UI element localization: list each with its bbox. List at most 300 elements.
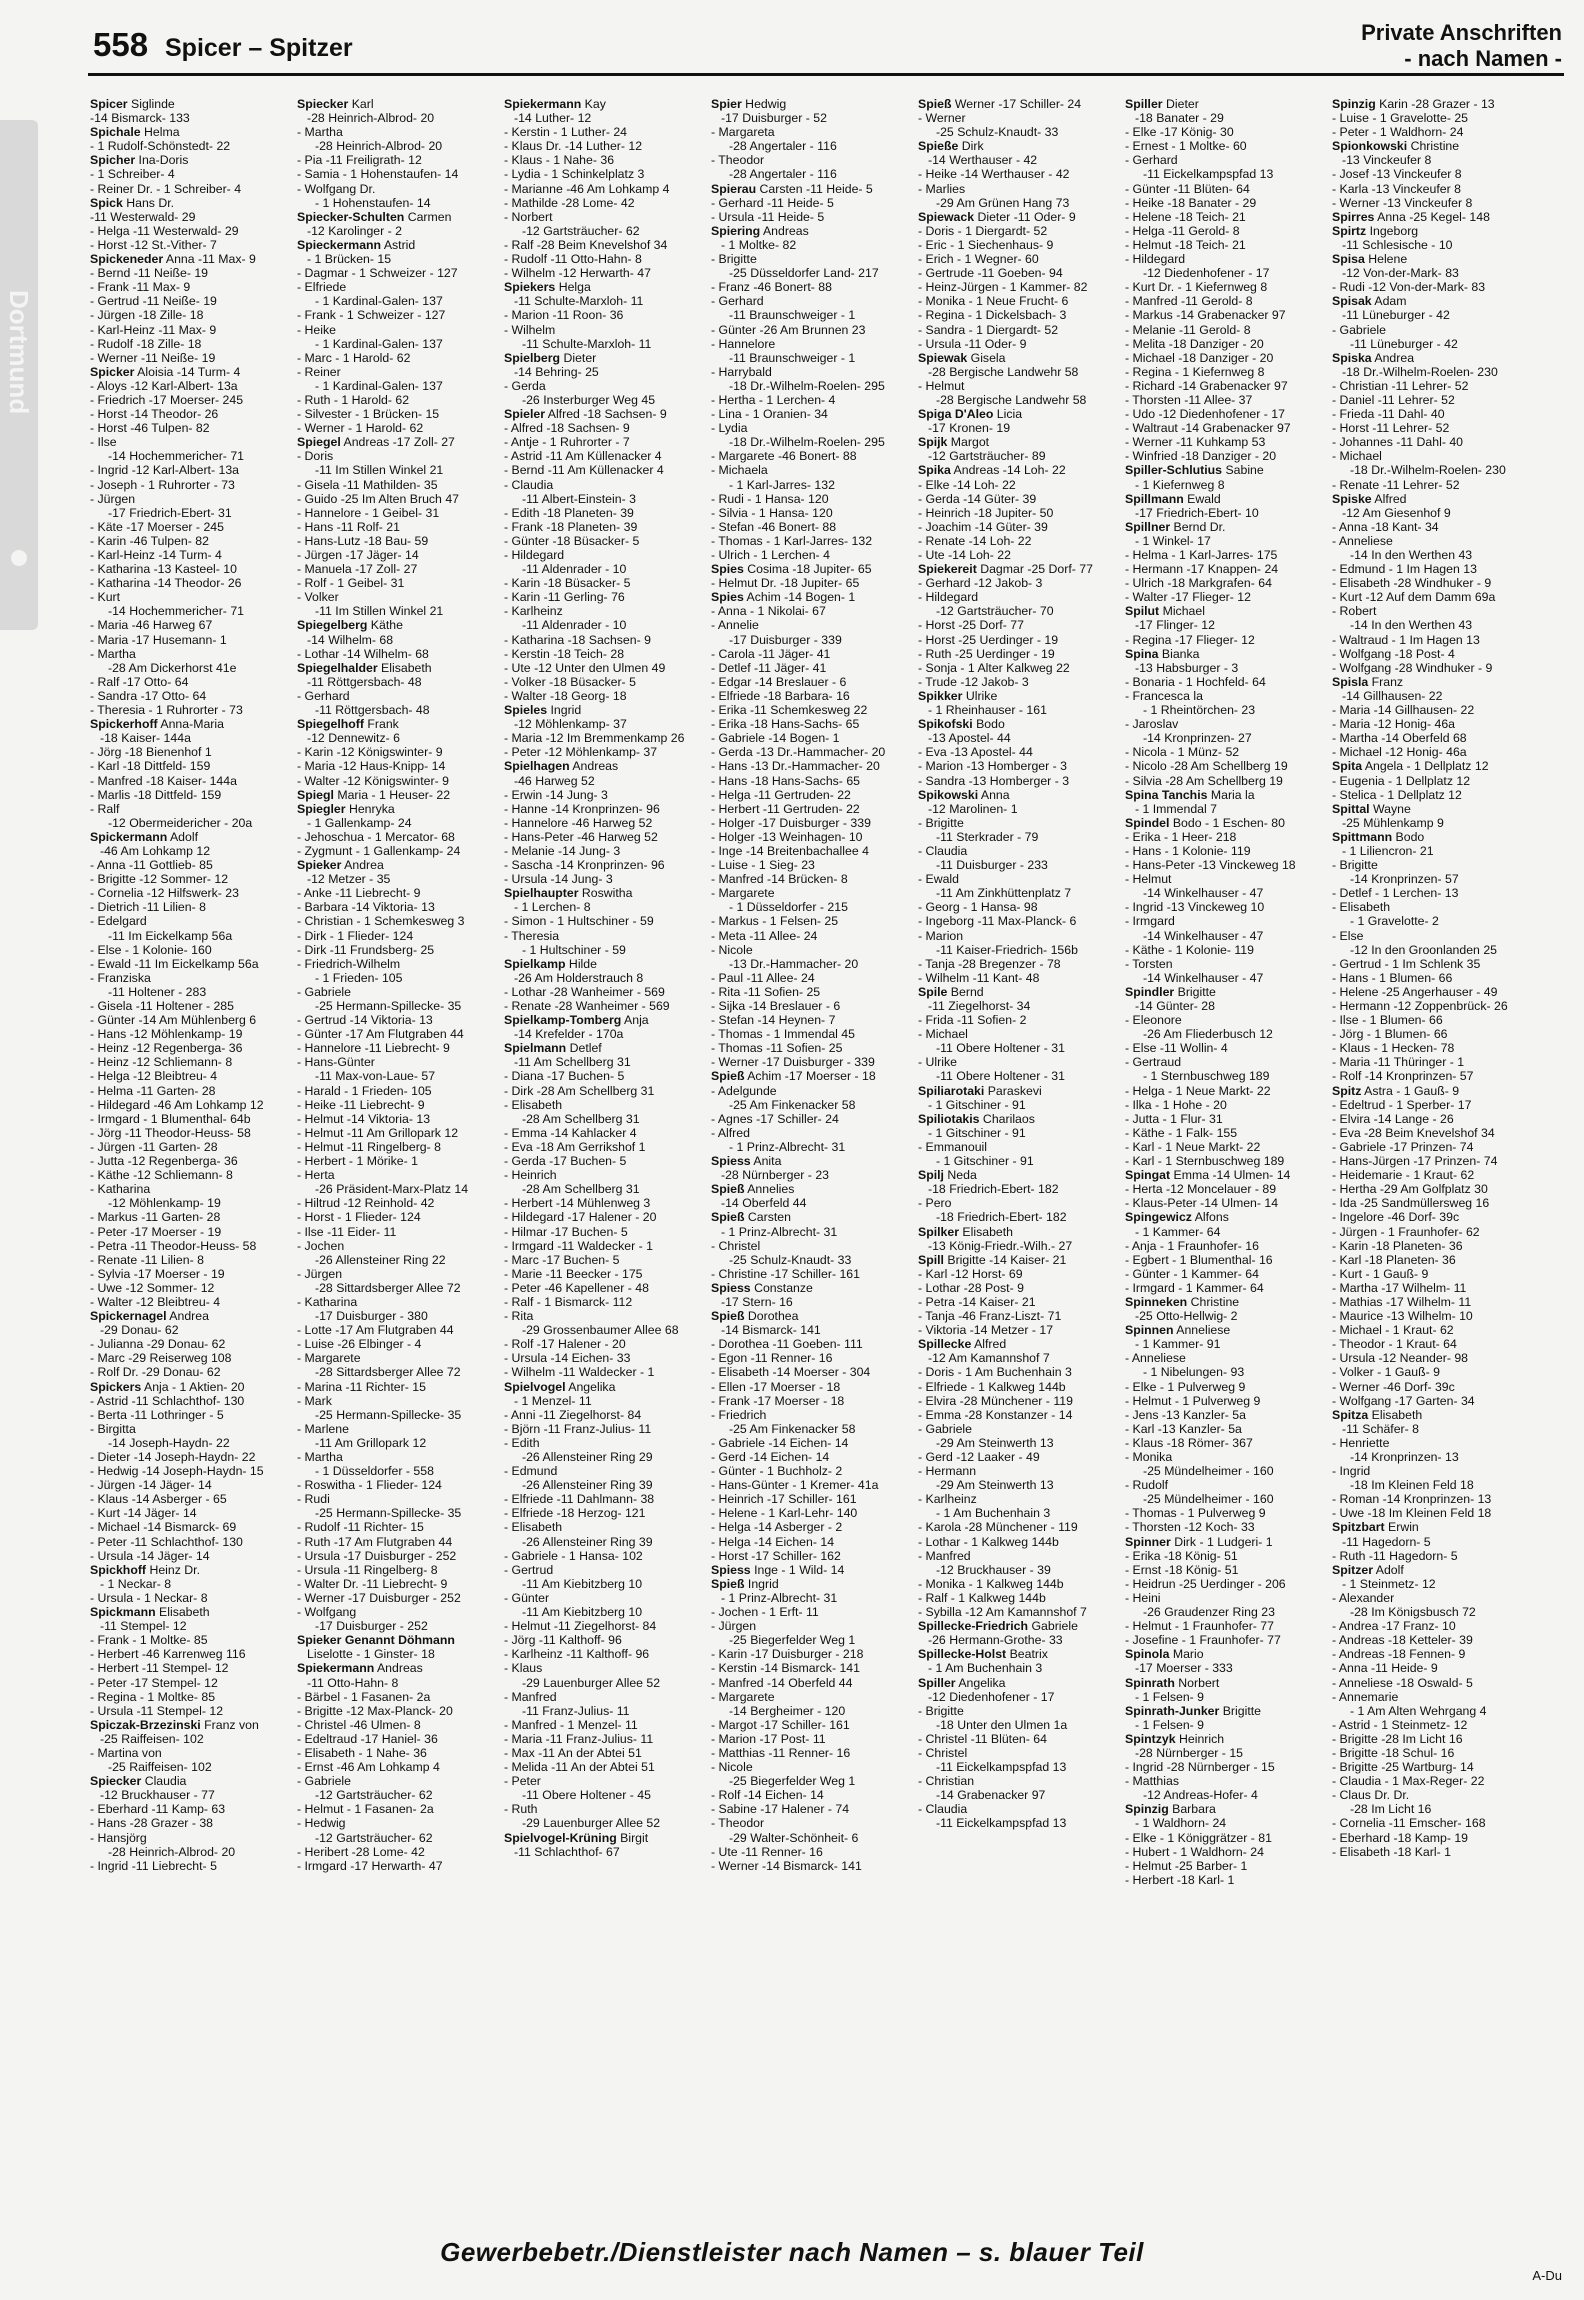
listing-entry: - Melanie -14 Jung- 3 [504, 843, 621, 858]
listing-entry: - Inge -14 Breitenbachallee 4 [711, 843, 869, 858]
entry-detail: Ina-Doris [135, 153, 189, 168]
listing-entry: - 1 Prinz-Albrecht- 31 [721, 1224, 838, 1239]
listing-entry: - Jürgen -18 Zille- 18 [90, 308, 204, 323]
listing-entry: - Manfred -11 Gerold- 8 [1125, 294, 1253, 309]
entry-detail: Ewald [1183, 491, 1221, 506]
listing-entry: - Hilmar -17 Buchen- 5 [504, 1224, 628, 1239]
listing-entry [1332, 1520, 1536, 1534]
listing-entry: - Erika -18 König- 51 [1125, 1548, 1238, 1563]
listing-entry [1125, 1168, 1329, 1182]
entry-detail: Hans Dr. [122, 195, 175, 210]
surname: Spitza [1332, 1407, 1369, 1422]
side-tab-punch-hole [11, 550, 27, 566]
listing-entry [918, 1168, 1122, 1182]
listing-entry: - Christel -46 Ulmen- 8 [297, 1717, 421, 1732]
listing-entry [711, 562, 915, 576]
surname: Spieß [711, 1210, 745, 1225]
surname: Spiegler [297, 801, 346, 816]
entry-detail: Dieter [1162, 97, 1199, 111]
listing-entry: - Klaus -14 Asberger - 65 [90, 1492, 227, 1507]
listing-entry: - Brigitte [918, 815, 964, 830]
listing-entry: - Regina - 1 Moltke- 85 [90, 1689, 216, 1704]
side-tab-label: Dortmund [4, 290, 34, 415]
listing-entry: - Nicole [711, 942, 753, 957]
listing-entry: - Lothar -28 Post- 9 [918, 1280, 1024, 1295]
surname: Spielhaupter [504, 886, 579, 901]
listing-entry: - Claudia [918, 1802, 968, 1817]
listing-entry: - Heribert -28 Lome- 42 [297, 1844, 425, 1859]
listing-entry: - Anneliese [1125, 1351, 1186, 1366]
listing-entry: -25 Mühlenkamp 9 [1342, 815, 1444, 830]
listing-entry: - Kurt Dr. - 1 Kiefernweg 8 [1125, 280, 1268, 295]
listing-entry: - Melanie -11 Gerold- 8 [1125, 322, 1251, 337]
listing-entry: - Karin -18 Büsacker- 5 [504, 576, 631, 591]
listing-entry: -28 Heinrich-Albrod- 20 [315, 139, 443, 154]
listing-entry: - Helmut -11 Am Grillopark 12 [297, 1125, 459, 1140]
entry-detail: Anita [750, 1154, 782, 1169]
listing-entry: -14 Joseph-Haydn- 22 [108, 1435, 230, 1450]
listing-entry: -18 Unter den Ulmen 1a [936, 1717, 1068, 1732]
listing-entry: - Johannes -11 Dahl- 40 [1332, 435, 1464, 450]
listing-entry: -11 Braunschweiger - 1 [729, 350, 856, 365]
listing-entry: - Hildegard [918, 590, 979, 605]
listing-entry [504, 280, 708, 294]
listing-entry: -29 Walter-Schönheit- 6 [729, 1830, 859, 1845]
entry-detail: Alfred -18 Sachsen- 9 [545, 407, 667, 422]
surname: Spiegl [297, 787, 334, 802]
listing-entry: - Roswitha - 1 Flieder- 124 [297, 1478, 442, 1493]
listing-entry [1332, 802, 1536, 816]
listing-entry: - Edith [504, 1435, 540, 1450]
listing-entry: - Gabriele -14 Eichen- 14 [711, 1435, 849, 1450]
listing-entry: - Erwin -14 Jung- 3 [504, 787, 608, 802]
listing-entry: - Karin -46 Tulpen- 82 [90, 533, 209, 548]
listing-entry: - Friedrich [711, 1407, 767, 1422]
listing-entry: - Katharina [297, 1294, 358, 1309]
listing-entry [711, 1182, 915, 1196]
listing-entry: - Günter -14 Am Mühlenberg 6 [90, 1013, 257, 1028]
listing-entry: - 1 Schreiber- 4 [90, 167, 175, 182]
entry-detail: Beatrix [1006, 1647, 1048, 1662]
listing-entry: -12 Andreas-Hofer- 4 [1143, 1788, 1258, 1803]
listing-entry: - Hermann -12 Zoppenbrück- 26 [1332, 999, 1508, 1013]
listing-entry: - Dirk -11 Frundsberg- 25 [297, 942, 435, 957]
listing-entry: - Ursula -14 Eichen- 33 [504, 1351, 631, 1366]
listing-entry: -18 Friedrich-Ebert- 182 [936, 1210, 1067, 1225]
surname: Spicher [90, 153, 136, 168]
listing-entry: - Rolf -14 Kronprinzen- 57 [1332, 1069, 1474, 1084]
listing-entry: - Kurt -14 Jäger- 14 [90, 1506, 197, 1521]
entry-detail: Andrea [341, 858, 384, 873]
listing-entry: - Herbert -11 Stempel- 12 [90, 1661, 229, 1676]
listing-entry: -12 Möhlenkamp- 19 [108, 1196, 221, 1211]
listing-entry: - Horst -14 Theodor- 26 [90, 407, 219, 422]
listing-entry: - Ursula - 1 Neckar- 8 [90, 1590, 208, 1605]
entry-detail: Michael [1159, 604, 1205, 619]
listing-entry: - Hans-Günter [297, 1055, 375, 1070]
listing-entry: - 1 Waldhorn- 24 [1135, 1816, 1227, 1831]
listing-entry: -26 Graudenzer Ring 23 [1143, 1605, 1275, 1620]
listing-entry: -13 Vinckeufer 8 [1342, 153, 1432, 168]
entry-detail: Ingeborg [1366, 223, 1419, 238]
listing-entry: - Herbert -14 Mühlenweg 3 [504, 1196, 651, 1211]
listing-entry: - Karin -11 Gerling- 76 [504, 590, 625, 605]
listing-entry: - Elvira -28 Münchener - 119 [918, 1393, 1073, 1408]
listing-entry: - Renate -28 Wanheimer - 569 [504, 999, 670, 1013]
listing-entry: - Dirk -28 Am Schellberg 31 [504, 1083, 655, 1098]
surname: Spies [711, 562, 744, 577]
listing-entry: - Hans-Günter - 1 Kremer- 41a [711, 1478, 879, 1493]
listing-entry: - Ingrid [1332, 1464, 1371, 1479]
listing-entry: -18 Dr.-Wilhelm-Roelen- 230 [1350, 463, 1506, 478]
listing-entry: -17 Flinger- 12 [1135, 618, 1215, 633]
listing-entry [918, 1676, 1122, 1690]
listing-entry [90, 830, 294, 844]
listing-entry: - Marlene [297, 1421, 349, 1436]
listing-entry: - Frida -11 Sofien- 2 [918, 1013, 1027, 1028]
listing-entry: -12 Am Kamannshof 7 [928, 1351, 1050, 1366]
entry-detail: Andreas -14 Loh- 22 [950, 463, 1066, 478]
surname: Spiekermann [504, 97, 582, 111]
listing-entry: - Norbert [504, 209, 553, 224]
listing-entry [918, 435, 1122, 449]
listing-entry: - Markus -11 Garten- 28 [90, 1210, 221, 1225]
listing-entry: -28 Heinrich-Albrod- 20 [307, 111, 435, 126]
listing-entry: - Josef -13 Vinckeufer 8 [1332, 167, 1462, 182]
listing-entry: - Heinz -12 Regenberga- 36 [90, 1041, 243, 1056]
listing-entry: - Thorsten -11 Allee- 37 [1125, 392, 1253, 407]
listing-entry: - Else -11 Wollin- 4 [1125, 1041, 1228, 1056]
listing-entry: - Doris [297, 449, 334, 464]
listing-entry: - Ulrich -18 Markgrafen- 64 [1125, 576, 1272, 591]
listing-entry: - Gisela -11 Mathilden- 35 [297, 477, 438, 492]
listing-entry: - Elfriede -11 Dahlmann- 38 [504, 1492, 655, 1507]
listing-entry: - Käthe -12 Schliemann- 8 [90, 1168, 233, 1183]
listing-entry: - Theodor [711, 1816, 765, 1831]
listing-entry: - Horst -11 Lehrer- 52 [1332, 421, 1450, 436]
listing-entry: - Brigitte [711, 252, 757, 267]
listing-entry [918, 788, 1122, 802]
listing-entry [1125, 492, 1329, 506]
listing-entry: - Cornelia -11 Emscher- 168 [1332, 1816, 1486, 1831]
listing-entry: - Udo -12 Diedenhofener - 17 [1125, 407, 1285, 422]
listing-entry: - Jürgen [90, 491, 136, 506]
listing-entry: - Helga -12 Bleibtreu- 4 [90, 1069, 218, 1084]
listing-entry: -14 Hochemmericher- 71 [108, 604, 244, 619]
listing-entry: - Reiner Dr. - 1 Schreiber- 4 [90, 181, 242, 196]
listing-entry: - Ulrike [918, 1055, 957, 1070]
listing-entry: -26 Allensteiner Ring 29 [522, 1450, 653, 1464]
listing-entry: - 1 Prinz-Albrecht- 31 [721, 1590, 838, 1605]
listing-entry: - Monika [1125, 1450, 1173, 1464]
listing-entry [90, 1718, 294, 1732]
surname: Spieß [711, 1576, 745, 1591]
surname: Spiess [711, 1280, 751, 1295]
surname: Spinnen [1125, 1323, 1174, 1338]
entry-detail: Aloisia -14 Turm- 4 [134, 364, 241, 379]
listing-entry: - Martha [90, 646, 136, 661]
listing-entry: - Hertha - 1 Lerchen- 4 [711, 392, 836, 407]
listing-column-5 [918, 97, 1122, 2232]
listing-entry: - Frank - 1 Moltke- 85 [90, 1633, 208, 1648]
listing-entry: -11 Röttgersbach- 48 [307, 674, 422, 689]
listing-entry: Liselotte - 1 Ginster- 18 [307, 1647, 435, 1662]
listing-entry: - Ralf - 1 Kalkweg 144b [918, 1590, 1046, 1605]
surname: Spieß [711, 1182, 745, 1197]
listing-entry: - Frank -11 Max- 9 [90, 280, 191, 295]
listing-entry: -25 Hermann-Spillecke- 35 [315, 999, 462, 1013]
surname: Spielhagen [504, 759, 570, 774]
listing-entry [90, 125, 294, 139]
listing-entry: - Jörg -11 Kalthoff- 96 [504, 1633, 622, 1648]
surname: Spicer [90, 97, 128, 111]
entry-detail: Helene [1364, 252, 1408, 267]
listing-entry: - Margot -17 Schiller- 161 [711, 1717, 850, 1732]
listing-entry: - Hans-Jürgen -17 Prinzen- 74 [1332, 1154, 1498, 1169]
listing-entry: - Edelgard [90, 914, 147, 929]
listing-entry: - Dietrich -11 Lilien- 8 [90, 900, 206, 915]
entry-detail: Elisabeth [377, 660, 432, 675]
listing-entry: - Jochen [297, 1238, 345, 1253]
listing-entry: -29 Am Grünen Hang 73 [936, 195, 1070, 210]
listing-entry: -11 Max-von-Laue- 57 [315, 1069, 436, 1084]
listing-entry: - Pero [918, 1196, 952, 1211]
listing-entry: - Bonaria - 1 Hochfeld- 64 [1125, 674, 1266, 689]
entry-detail: Bodo [1392, 829, 1425, 844]
listing-entry: - Samia - 1 Hohenstaufen- 14 [297, 167, 459, 182]
listing-entry: - Hermann [918, 1464, 977, 1479]
listing-entry: - Petra -11 Theodor-Heuss- 58 [90, 1238, 257, 1253]
listing-entry: - Brigitte -18 Schul- 16 [1332, 1745, 1455, 1760]
entry-detail: Cosima -18 Jupiter- 65 [743, 562, 872, 577]
listing-entry: - Ilse -11 Eider- 11 [297, 1224, 397, 1239]
listing-entry: - Günter -11 Blüten- 64 [1125, 181, 1250, 196]
entry-detail: Emma -14 Ulmen- 14 [1170, 1168, 1291, 1183]
entry-detail: Karl [348, 97, 374, 111]
listing-entry: -14 Wilhelm- 68 [307, 632, 394, 647]
listing-entry: -25 Biegerfelder Weg 1 [729, 1774, 856, 1789]
listing-entry: - Helga -11 Westerwald- 29 [90, 223, 239, 238]
listing-entry: - Tanja -28 Bregenzer - 78 [918, 956, 1061, 971]
listing-entry: - Helmut -14 Viktoria- 13 [297, 1111, 431, 1126]
surname: Spisla [1332, 674, 1369, 689]
listing-entry: -12 Marolinen- 1 [928, 801, 1018, 816]
surname: Spiga D'Aleo [918, 407, 994, 422]
listing-entry: - 1 Steinmetz- 12 [1342, 1576, 1436, 1591]
surname: Spinner [1125, 1534, 1171, 1549]
listing-entry: -14 Luther- 12 [514, 111, 592, 126]
listing-entry: - Gerhard [711, 294, 764, 309]
listing-entry: - Ingelore -46 Dorf- 39c [1332, 1210, 1460, 1225]
listing-entry: -11 Westerwald- 29 [90, 209, 196, 224]
entry-detail: Dorothea [744, 1309, 799, 1324]
entry-detail: Bernd [947, 984, 984, 999]
listing-entry [918, 463, 1122, 477]
listing-entry: - Anna - 1 Nikolai- 67 [711, 604, 826, 619]
listing-entry: - Zygmunt - 1 Gallenkamp- 24 [297, 843, 461, 858]
listing-entry: - Klaus Dr. -14 Luther- 12 [504, 139, 643, 154]
listing-entry: -11 Eickelkampspfad 13 [936, 1816, 1067, 1831]
listing-entry: -11 Eickelkampspfad 13 [1143, 167, 1274, 182]
listing-entry [1125, 985, 1329, 999]
listing-entry: -13 Habsburger - 3 [1135, 660, 1239, 675]
listing-entry [504, 1380, 708, 1394]
listing-entry: - Gabriele [297, 984, 351, 999]
listing-entry: -12 Gartsträucher- 62 [315, 1788, 433, 1803]
listing-entry: - Ellen -17 Moerser - 18 [711, 1379, 841, 1394]
listing-entry: -11 Ziegelhorst- 34 [928, 999, 1031, 1013]
listing-entry: - Ursula -14 Jung- 3 [504, 872, 613, 887]
listing-entry: - Anna -11 Gottlieb- 85 [90, 858, 213, 873]
listing-entry: - Annemarie [1332, 1689, 1399, 1704]
listing-entry: - Hildegard [504, 548, 565, 562]
surname: Spittal [1332, 801, 1370, 816]
listing-entry: - Anneliese [1332, 533, 1393, 548]
listing-entry: - Frieda -11 Dahl- 40 [1332, 407, 1445, 422]
listing-entry: -29 Am Steinwerth 13 [936, 1435, 1054, 1450]
listing-entry: - Luise -26 Elbinger - 4 [297, 1337, 422, 1352]
entry-detail: Helma [140, 125, 180, 140]
listing-entry: - 1 Gitschiner - 91 [928, 1097, 1026, 1112]
listing-entry: - Mark [297, 1393, 332, 1408]
listing-entry: - Walter -17 Flieger- 12 [1125, 590, 1251, 605]
listing-entry: - Gerda -13 Dr.-Hammacher- 20 [711, 745, 886, 760]
listing-entry: - Brigitte [1332, 858, 1378, 873]
listing-entry: -25 Am Finkenacker 58 [729, 1097, 856, 1112]
listing-entry: - Herbert - 1 Mörike- 1 [297, 1154, 418, 1169]
listing-entry: - Helma -11 Garten- 28 [90, 1083, 216, 1098]
listing-entry: - Regina - 1 Kiefernweg 8 [1125, 364, 1265, 379]
listing-entry: - Carola -11 Jäger- 41 [711, 646, 831, 661]
listing-entry: - Marc - 1 Harold- 62 [297, 350, 411, 365]
listing-entry: - 1 Prinz-Albrecht- 31 [729, 1139, 846, 1154]
listing-entry: - Herta -12 Moncelauer - 89 [1125, 1182, 1277, 1197]
section-heading [1361, 20, 1562, 72]
listing-entry: -11 Am Schellberg 31 [514, 1055, 631, 1070]
listing-entry: -28 Nürnberger - 15 [1135, 1745, 1243, 1760]
listing-entry: - Irmgard - 1 Blumenthal- 64b [90, 1111, 251, 1126]
surname: Spilker [918, 1224, 960, 1239]
listing-entry: - Brigitte -28 Im Licht 16 [1332, 1731, 1463, 1746]
listing-entry: - 1 Rheinhauser - 161 [928, 703, 1047, 718]
listing-entry: - Claus Dr. Dr. [1332, 1788, 1410, 1803]
listing-entry: - Gerhard -12 Jakob- 3 [918, 576, 1043, 591]
listing-entry [297, 435, 501, 449]
listing-entry: - Rudi - 1 Hansa- 120 [711, 491, 829, 506]
surname: Spick [90, 195, 123, 210]
listing-entry: -17 Friedrich-Ebert- 31 [108, 505, 232, 520]
surname: Spickermann [90, 829, 168, 844]
listing-entry: - Peter -11 Schlachthof- 130 [90, 1534, 243, 1549]
surname: Spickernagel [90, 1309, 167, 1324]
surname: Spindler [1125, 984, 1175, 999]
listing-entry: - Manfred [918, 1548, 971, 1563]
listing-entry: -17 Duisburger - 52 [721, 111, 827, 126]
listing-entry: - Astrid -11 Am Küllenacker 4 [504, 449, 662, 464]
listing-entry: -14 Hochemmericher- 71 [108, 449, 244, 464]
surname: Spiliarotaki [918, 1083, 985, 1098]
listing-entry: - Cornelia -12 Hilfswerk- 23 [90, 886, 239, 901]
listing-entry: - Werner [918, 111, 966, 126]
entry-detail: Brigitte -14 Kaiser- 21 [943, 1252, 1067, 1267]
listing-entry: -18 Dr.-Wilhelm-Roelen- 230 [1342, 364, 1498, 379]
listing-entry [90, 1774, 294, 1788]
listing-entry: -12 Bruckhauser - 77 [100, 1788, 215, 1803]
listing-entry: -11 Albert-Einstein- 3 [522, 491, 636, 506]
listing-entry: - 1 Menzel- 11 [514, 1393, 592, 1408]
listing-entry: -11 Sterkrader - 79 [936, 829, 1039, 844]
listing-entry: - Ursula -17 Duisburger - 252 [297, 1548, 457, 1563]
entry-detail: Angelika [955, 1675, 1006, 1690]
surname: Spichale [90, 125, 141, 140]
listing-entry [1125, 788, 1329, 802]
listing-entry: - Rudi -12 Von-der-Mark- 83 [1332, 280, 1486, 295]
entry-detail: Karin -28 Grazer - 13 [1375, 97, 1495, 111]
listing-entry: - Margarete [297, 1351, 361, 1366]
listing-entry: - Else [1332, 928, 1364, 943]
listing-entry: -14 Winkelhauser - 47 [1143, 928, 1264, 943]
listing-entry [1332, 224, 1536, 238]
entry-detail: Wayne [1369, 801, 1411, 816]
listing-entry: - Jörg -18 Bienenhof 1 [90, 745, 212, 760]
listing-entry: - 1 Kardinal-Galen- 137 [315, 336, 443, 351]
entry-detail: Barbara [1168, 1802, 1216, 1817]
surname: Spieße [918, 139, 959, 154]
listing-entry [90, 717, 294, 731]
listing-entry [711, 1577, 915, 1591]
surname: Spierau [711, 181, 757, 196]
surname: Spillecke-Friedrich [918, 1619, 1029, 1634]
surname: Spielmann [504, 1041, 567, 1056]
listing-entry: - Martha [297, 125, 343, 140]
header-rule [88, 73, 1564, 76]
listing-entry: - Meta -11 Allee- 24 [711, 928, 818, 943]
entry-detail: Bernd Dr. [1170, 519, 1226, 534]
surname: Spickeneder [90, 252, 164, 267]
listing-entry: - Stefan -14 Heynen- 7 [711, 1013, 836, 1028]
listing-entry: - Gerd -12 Laaker - 49 [918, 1450, 1040, 1464]
listing-entry: - Ingrid -12 Karl-Albert- 13a [90, 463, 239, 478]
listing-entry: - Marlies [918, 181, 966, 196]
listing-entry: -12 Gartsträucher- 62 [315, 1830, 433, 1845]
listing-entry: - Margarete -46 Bonert- 88 [711, 449, 857, 464]
listing-entry: - Wolfgang Dr. [297, 181, 376, 196]
listing-entry: - Walter Dr. -11 Liebrecht- 9 [297, 1576, 448, 1591]
listing-entry: - Theresia - 1 Ruhrorter - 73 [90, 703, 243, 718]
listing-entry: - Walter -18 Georg- 18 [504, 688, 627, 703]
listing-entry: -14 Grabenacker 97 [936, 1788, 1046, 1803]
listing-entry: - Brigitte -12 Max-Planck- 20 [297, 1703, 453, 1718]
listing-entry [297, 858, 501, 872]
listing-entry: - Hannelore [711, 336, 776, 351]
listing-entry: - Ruth -25 Uerdinger - 19 [918, 646, 1055, 661]
listing-entry: - Helene -18 Teich- 21 [1125, 209, 1246, 224]
listing-entry: - 1 Düsseldorfer - 558 [315, 1464, 434, 1479]
listing-entry: - Werner -17 Duisburger - 339 [711, 1055, 875, 1070]
listing-entry: - Frank - 1 Schweizer - 127 [297, 308, 446, 323]
listing-entry: - Andreas -18 Ketteler- 39 [1332, 1633, 1473, 1648]
surname: Spiller-Schlutius [1125, 463, 1223, 478]
listing-entry [504, 759, 708, 773]
listing-entry: - Elfriede -18 Barbara- 16 [711, 688, 850, 703]
entry-detail: Hilde [565, 956, 597, 971]
page-name-range: Spicer – Spitzer [165, 34, 353, 62]
listing-entry: - Markus - 1 Felsen- 25 [711, 914, 839, 929]
listing-entry: - Jochen - 1 Erft- 11 [711, 1605, 819, 1620]
surname: Spiekereit [918, 562, 977, 577]
listing-entry [918, 139, 1122, 153]
listing-entry: - 1 Karl-Jarres- 132 [729, 477, 835, 492]
